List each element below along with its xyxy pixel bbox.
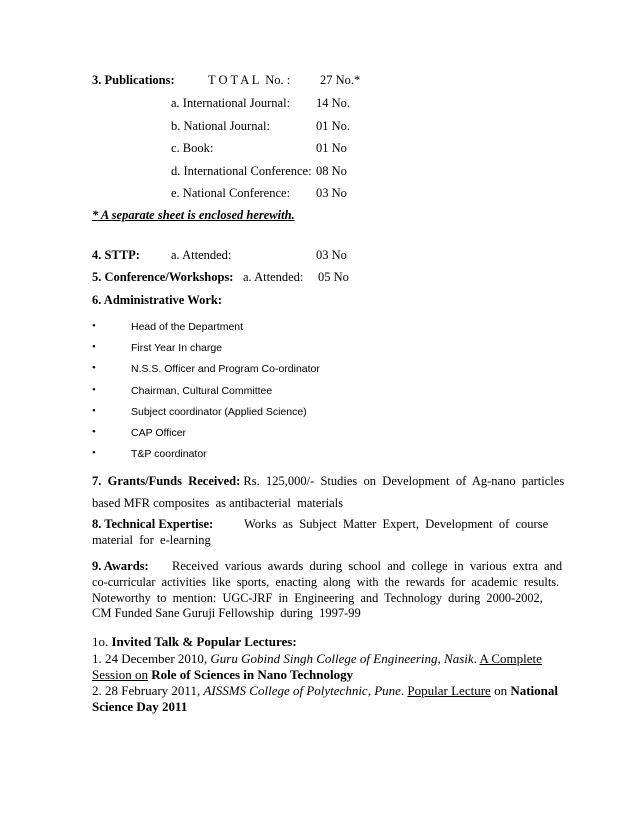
talk-topic: Role of Sciences in Nano Technology: [147, 667, 354, 682]
talks-heading: [92, 634, 297, 650]
publication-item-label: e. National Conference:: [171, 186, 291, 200]
awards-text-line3: Noteworthy to mention: UGC-JRF in Engineering and Technology during 2000-2002,: [92, 591, 543, 605]
admin-item: T&P coordinator: [131, 448, 207, 460]
publications-heading: 3. Publications:: [92, 73, 175, 87]
awards-text-line2: co-curricular activities like sports, enacting along with the rewards for academic results.: [92, 575, 560, 589]
talk-topic: National: [510, 683, 558, 698]
grants-line1: [92, 474, 565, 489]
publication-item-label: c. Book:: [171, 141, 214, 155]
sttp-label: a. Attended:: [171, 248, 232, 262]
publication-item-value: 08 No: [316, 164, 347, 178]
publications-note: * A separate sheet is enclosed herewith.: [92, 208, 295, 222]
talk-separator: .: [400, 683, 408, 698]
talk-item-2: [92, 683, 558, 699]
grants-label: 7. Grants/Funds Received:: [92, 474, 241, 488]
bullet-icon: •: [92, 447, 96, 459]
grants-text-line2: based MFR composites as antibacterial materials: [92, 496, 343, 510]
bullet-icon: •: [92, 426, 96, 438]
technical-label: 8. Technical Expertise:: [92, 517, 214, 531]
publication-item-value: 01 No: [316, 141, 347, 155]
admin-item: N.S.S. Officer and Program Co-ordinator: [131, 363, 320, 375]
talk-connector: on: [490, 683, 511, 698]
bullet-icon: •: [92, 384, 96, 396]
conference-value: 05 No: [318, 270, 349, 284]
sttp-heading: 4. STTP:: [92, 248, 140, 262]
conference-heading: 5. Conference/Workshops:: [92, 270, 234, 284]
publications-total-label: T O T A L No. :: [208, 73, 291, 87]
talk-item-1-cont: [92, 667, 353, 683]
talk-item-2-cont: Science Day 2011: [92, 699, 188, 714]
talk-title-cont: Session on: [92, 667, 148, 682]
awards-text-line4: CM Funded Sane Guruji Fellowship during 1997-99: [92, 606, 361, 620]
admin-item: First Year In charge: [131, 342, 223, 354]
publication-item-value: 01 No.: [316, 119, 351, 133]
bullet-icon: •: [92, 320, 96, 332]
sttp-value: 03 No: [316, 248, 347, 262]
talk-title: A Complete: [479, 651, 542, 666]
admin-item: CAP Officer: [131, 427, 187, 439]
bullet-icon: •: [92, 341, 96, 353]
talk-date: 2. 28 February 2011,: [92, 683, 204, 698]
talk-separator: .: [473, 651, 480, 666]
admin-item: Subject coordinator (Applied Science): [131, 406, 307, 418]
publications-total-value: 27 No.*: [320, 73, 361, 87]
bullet-icon: •: [92, 405, 96, 417]
publication-item-label: d. International Conference:: [171, 164, 312, 178]
bullet-icon: •: [92, 362, 96, 374]
talk-place: AISSMS College of Polytechnic, Pune: [203, 683, 401, 698]
publication-item-label: b. National Journal:: [171, 119, 270, 133]
awards-text-line1: Received various awards during school and college in various extra and: [172, 559, 563, 573]
admin-item: Chairman, Cultural Committee: [131, 385, 273, 397]
admin-item: Head of the Department: [131, 321, 244, 333]
publication-item-value: 14 No.: [316, 96, 351, 110]
talk-place: Guru Gobind Singh College of Engineering, Nasik: [210, 651, 474, 666]
talk-title: Popular Lecture: [407, 683, 491, 698]
publication-item-value: 03 No: [316, 186, 347, 200]
talks-heading-text: Invited Talk & Popular Lectures:: [111, 634, 297, 649]
grants-text: Rs. 125,000/- Studies on Development of Ag-nano particles: [240, 474, 565, 488]
talks-heading-number: 1o.: [92, 634, 112, 649]
administrative-heading: 6. Administrative Work:: [92, 293, 222, 307]
conference-label: a. Attended:: [243, 270, 304, 284]
technical-text-line2: material for e-learning: [92, 533, 211, 547]
talk-item-1: [92, 651, 542, 667]
technical-text-line1: Works as Subject Matter Expert, Development of course: [244, 517, 549, 531]
publication-item-label: a. International Journal:: [171, 96, 291, 110]
talk-date: 1. 24 December 2010,: [92, 651, 211, 666]
awards-label: 9. Awards:: [92, 559, 149, 573]
